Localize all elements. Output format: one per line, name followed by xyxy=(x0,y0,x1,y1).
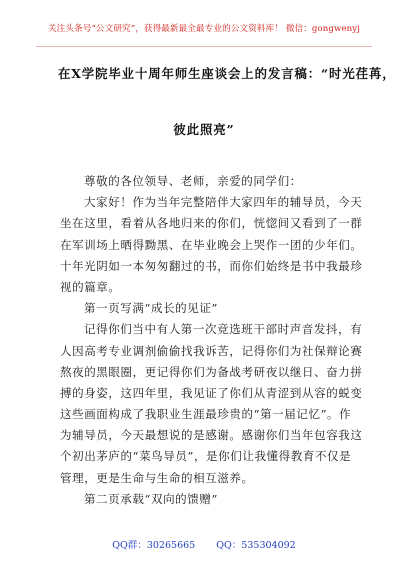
body-line: 搏的身姿，这四年里，我见证了你们从青涩到从容的蜕变 xyxy=(60,385,363,400)
document-body xyxy=(60,171,363,510)
document-title-line-2: 彼此照亮” xyxy=(173,122,235,137)
body-line: 坐在这里，看着从各地归来的你们，恍惚间又看到了一群 xyxy=(60,216,363,231)
footer-qq-group: QQ群：30265665 xyxy=(112,540,196,551)
page-footer xyxy=(0,537,408,551)
footer-qq-number: QQ：535304092 xyxy=(216,540,296,551)
body-line: 视的篇章。 xyxy=(60,279,121,294)
body-line: 这些画面构成了我职业生涯最珍贵的“第一届记忆”。作 xyxy=(60,407,352,422)
header-divider xyxy=(36,46,372,47)
header-note: 关注头条号“公文研究”，获得最新最全最专业的公文资料库！ 微信：gongwenyj xyxy=(47,24,361,34)
body-line: 尊敬的各位领导、老师，亲爱的同学们： xyxy=(84,174,302,188)
body-line: 大家好！作为当年完整陪伴大家四年的辅导员，今天 xyxy=(84,195,363,210)
body-line: 熬夜的黑眼圈，更记得你们为备战考研夜以继日、奋力拼 xyxy=(60,364,363,379)
body-line: 在军训场上晒得黝黑、在毕业晚会上哭作一团的少年们。 xyxy=(60,237,363,252)
body-line: 为辅导员，今天最想说的是感谢。感谢你们当年包容我这 xyxy=(60,428,363,443)
body-line: 管理，更是生命与生命的相互滋养。 xyxy=(60,470,254,485)
section-heading: 第二页承载“双向的馈赠” xyxy=(84,491,218,506)
body-line: 人因高考专业调剂偷偷找我诉苦，记得你们为社保辩论赛 xyxy=(60,343,363,358)
document-title-line-1: 在X学院毕业十周年师生座谈会上的发言稿：“时光荏苒， xyxy=(58,66,396,81)
section-heading: 第一页写满“成长的见证” xyxy=(84,301,218,316)
body-line: 十年光阴如一本匆匆翻过的书，而你们始终是书中我最珍 xyxy=(60,258,363,273)
body-line: 个初出茅庐的“菜鸟导员”，是你们让我懂得教育不仅是 xyxy=(60,449,352,464)
body-line: 记得你们当中有人第一次竞选班干部时声音发抖，有 xyxy=(84,322,363,337)
